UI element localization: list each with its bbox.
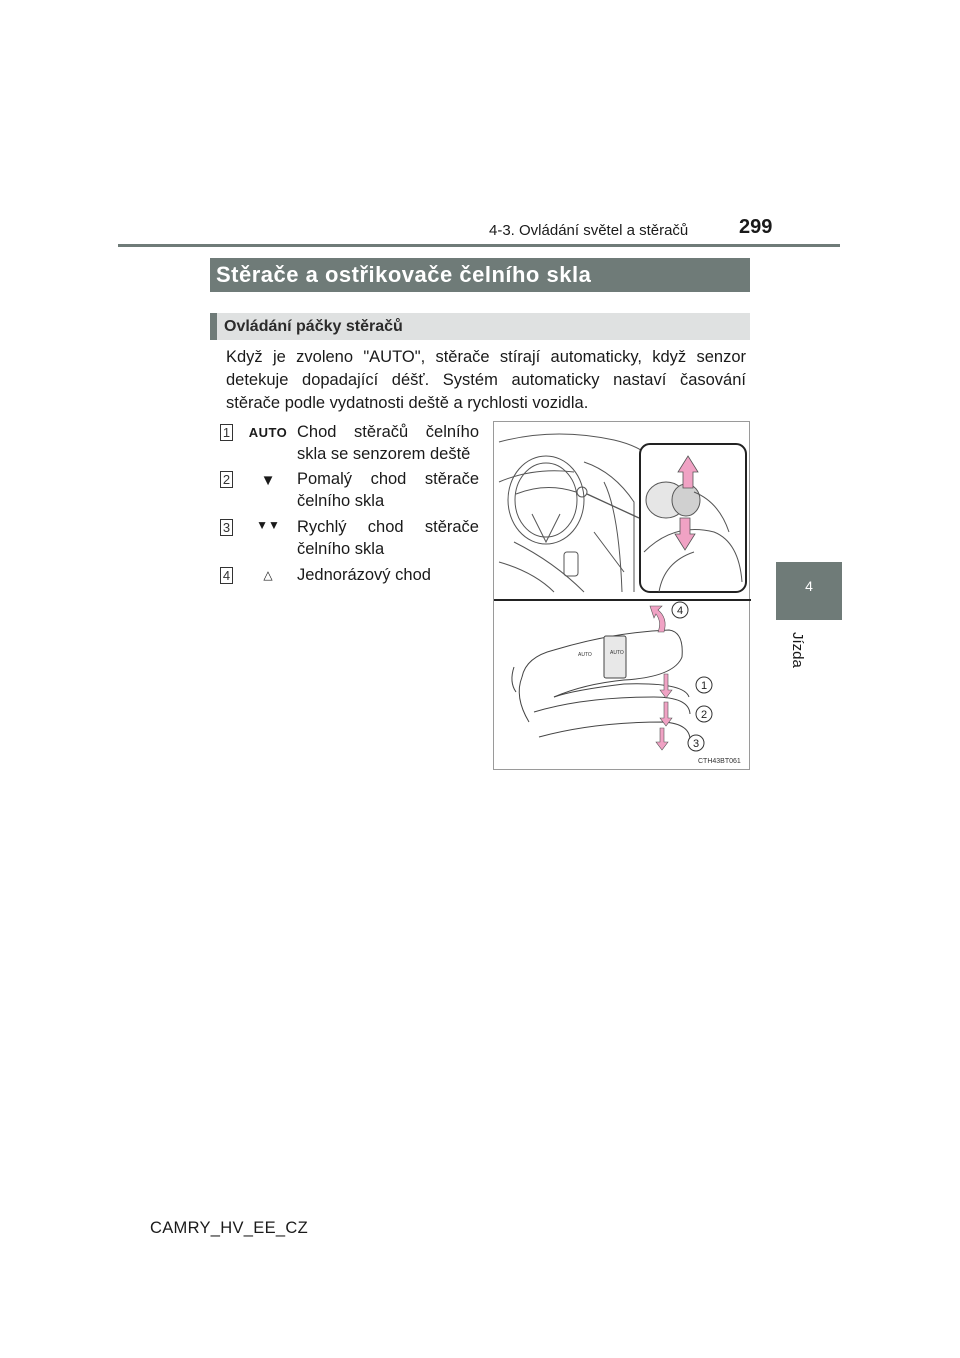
list-item [220, 471, 482, 515]
callout-2-label: 2 [700, 709, 708, 721]
footer-model: CAMRY_HV_EE_CZ [150, 1219, 308, 1237]
lever-label-auto-2: AUTO [610, 650, 624, 656]
figure-illustration [494, 422, 751, 771]
item-text: Chod stěračů čelního skla se senzorem deště [297, 423, 479, 463]
chapter-label: Jízda [789, 632, 806, 668]
wiper-lever-illustration [512, 630, 690, 740]
item-text: Jednorázový chod [297, 566, 431, 584]
chapter-tab: 4 [776, 562, 842, 620]
callout-1-label: 1 [700, 680, 708, 692]
header-section-title: 4-3. Ovládání světel a stěračů [489, 222, 689, 239]
single-wipe-icon: △ [263, 568, 273, 582]
page-number: 299 [739, 216, 773, 238]
subsection-accent [210, 313, 217, 340]
item-number: 1 [220, 424, 233, 441]
lever-label-auto-1: AUTO [578, 652, 592, 658]
wiper-lever-figure [493, 421, 750, 770]
subsection-bar [210, 313, 750, 340]
intro-paragraph: Když je zvoleno "AUTO", stěrače stírají automaticky, když senzor detekuje dopadající déšť. Systém automaticky nastaví časování stěrače podle vydatnosti deště a rychlosti vozidla. [226, 348, 746, 412]
fast-arrow-icon [656, 728, 668, 750]
item-text: Rychlý chod stěrače čelního skla [297, 518, 479, 558]
section-title: Stěrače a ostřikovače čelního skla [210, 258, 750, 292]
fast-wipe-icon: ▼▼ [256, 518, 280, 532]
list-item [220, 519, 482, 563]
subsection-title: Ovládání páčky stěračů [224, 318, 403, 335]
single-wipe-arrow-icon [650, 606, 665, 632]
item-text: Pomalý chod stěrače čelního skla [297, 470, 479, 510]
figure-code: CTH43BT061 [698, 758, 741, 765]
item-number: 2 [220, 471, 233, 488]
callout-4-label: 4 [676, 605, 684, 617]
callout-2 [696, 706, 712, 722]
header-rule [118, 244, 840, 247]
slow-wipe-icon: ▼ [260, 472, 276, 489]
list-item [220, 567, 482, 611]
callout-3-label: 3 [692, 738, 700, 750]
auto-symbol: AUTO [248, 425, 288, 440]
list-item [220, 424, 482, 468]
callout-4 [672, 602, 688, 618]
steering-wheel-illustration [499, 434, 654, 592]
item-number: 4 [220, 567, 233, 584]
callout-3 [688, 735, 704, 751]
item-number: 3 [220, 519, 233, 536]
callout-1 [696, 677, 712, 693]
